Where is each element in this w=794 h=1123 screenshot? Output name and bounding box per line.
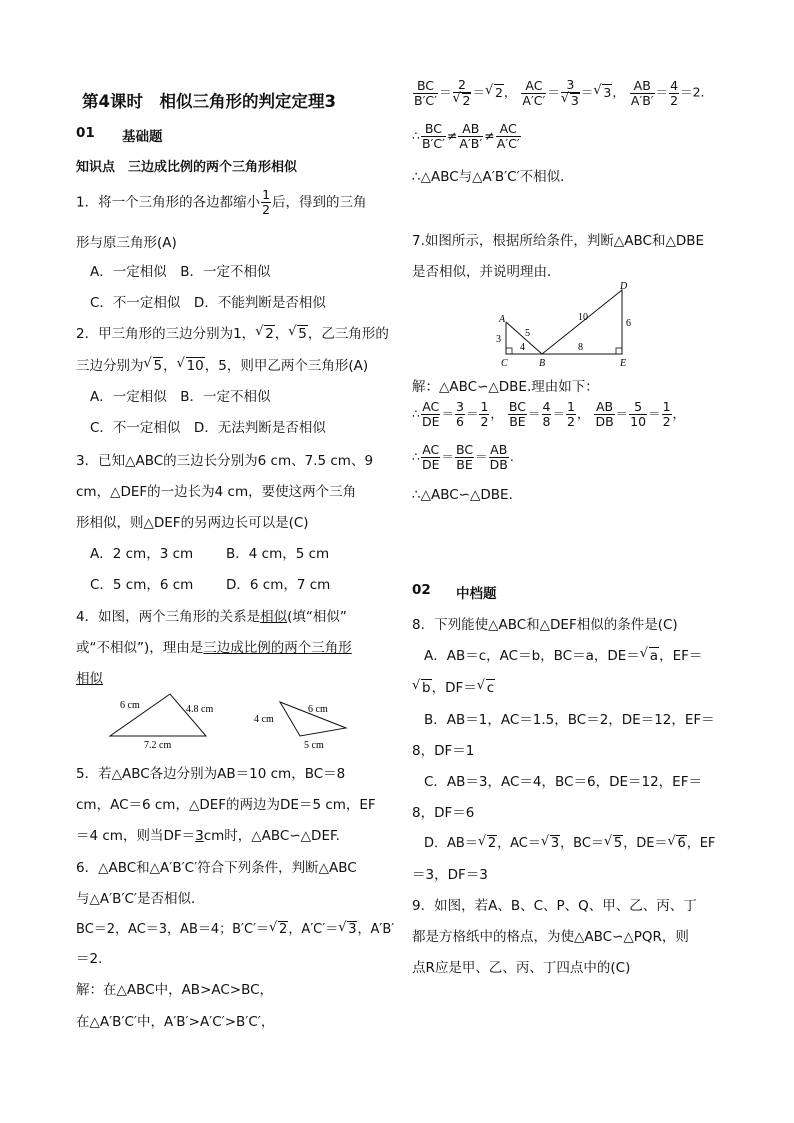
- q7-conclusion: ∴△ABC∽△DBE.: [412, 487, 513, 503]
- q5-answer: 3: [195, 828, 204, 844]
- q4-t2-side-a: 6 cm: [308, 704, 328, 715]
- q6-line4: ＝2.: [76, 951, 103, 967]
- q2-options-ab: A．一定相似 B．一定不相似: [90, 389, 271, 405]
- q7-label-d: D: [620, 281, 628, 292]
- q9-line3: 点R应是甲、乙、丙、丁四点中的(C): [412, 960, 631, 976]
- q3-line1: 3．已知△ABC的三边长分别为6 cm、7.5 cm、9: [76, 453, 374, 469]
- q4-answer-2: 三边成比例的两个三角形: [203, 640, 352, 656]
- q8-option-a-line1: A．AB＝c，AC＝b，BC＝a，DE＝√ a，EF＝: [424, 644, 702, 664]
- q7-equal-ratios: ∴ $\frac{AC}{DE}$ ＝ $\frac{BC}{BE}$ ＝ $\frac{AB}{DB}$ .: [412, 442, 514, 472]
- q8-option-d-line1: D．AB＝√ 2，AC＝√ 3，BC＝√ 5，DE＝√ 6，EF: [424, 832, 715, 851]
- q5-line3: ＝4 cm，则当DF＝3cm时，△ABC∽△DEF.: [76, 828, 340, 844]
- q7-line1: 7.如图所示，根据所给条件，判断△ABC和△DBE: [412, 233, 705, 249]
- q1-fraction: $\frac{1}{2}$: [262, 187, 271, 217]
- q7-solution-intro: 解：△ABC∽△DBE.理由如下：: [412, 379, 599, 395]
- q7-len-5: 5: [525, 328, 530, 339]
- q4-t1-side-c: 7.2 cm: [144, 740, 172, 750]
- q6-line2: 与△A′B′C′是否相似．: [76, 891, 205, 907]
- q6-not-equal-line: ∴ $\frac{BC}{B'C'}$ ≠ $\frac{AB}{A'B'}$ ≠ $\frac{AC}{A'C'}$: [412, 121, 520, 151]
- q6-solution-1: 解：在△ABC中，AB>AC>BC，: [76, 982, 274, 998]
- q2-line1: 2．甲三角形的三边分别为1，√ 2，√ 5，乙三角形的: [76, 322, 389, 342]
- q3-line3: 形相似，则△DEF的另两边长可以是(C): [76, 515, 309, 531]
- q8-option-b-line2: 8，DF＝1: [412, 743, 475, 759]
- page-title: 第4课时 相似三角形的判定定理3: [82, 92, 336, 111]
- q7-ratios-line: ∴ $\frac{AC}{DE}$ ＝ $\frac{3}{6}$ ＝ $\frac{1}{2}$ ， $\frac{BC}{BE}$ ＝ $\frac{4}{8}$ ＝ $\frac{1}{2}$ ， $\frac{AB}{DB}$ ＝ $\frac{5}{10}$ ＝ $\frac{1}{2}$ ，: [412, 399, 686, 429]
- q6-conclusion: ∴△ABC与△A′B′C′不相似．: [412, 169, 574, 185]
- q7-len-10: 10: [578, 312, 588, 323]
- q5-line2: cm，AC＝6 cm，△DEF的两边为DE＝5 cm，EF: [76, 797, 376, 813]
- q6-line3: BC＝2，AC＝3，AB＝4；B′C′＝√ 2，A′C′＝√ 3，A′B′: [76, 918, 394, 937]
- q8-option-d-line2: ＝3，DF＝3: [412, 867, 488, 883]
- q8-line1: 8．下列能使△ABC和△DEF相似的条件是(C): [412, 617, 678, 633]
- q7-figure: [492, 280, 642, 374]
- q4-triangles-figure: [104, 690, 394, 750]
- section-01-number: 01: [76, 125, 95, 141]
- knowledge-point: 知识点 三边成比例的两个三角形相似: [76, 160, 298, 175]
- q4-answer-1: 相似: [260, 609, 288, 625]
- q8-option-b-line1: B．AB＝1，AC＝1.5，BC＝2，DE＝12，EF＝: [424, 712, 715, 728]
- q6-line1: 6．△ABC和△A′B′C′符合下列条件，判断△ABC: [76, 860, 357, 876]
- q4-t1-side-b: 4.8 cm: [186, 704, 214, 715]
- q7-label-b: B: [539, 358, 546, 369]
- q1-line2: 形与原三角形(A): [76, 235, 177, 251]
- q8-option-c-line1: C．AB＝3，AC＝4，BC＝6，DE＝12，EF＝: [424, 774, 702, 790]
- q7-line2: 是否相似，并说明理由．: [412, 264, 561, 280]
- q7-label-c: C: [501, 358, 508, 369]
- q8-option-c-line2: 8，DF＝6: [412, 805, 475, 821]
- q9-line1: 9．如图，若A、B、C、P、Q、甲、乙、丙、丁: [412, 898, 697, 914]
- q7-len-4: 4: [520, 342, 525, 353]
- q4-line1: 4．如图，两个三角形的关系是相似(填“相似”: [76, 609, 347, 625]
- q4-line3: 相似: [76, 671, 103, 687]
- q2-line2: 三边分别为√ 5，√ 10，5，则甲乙两个三角形(A): [76, 354, 368, 374]
- q4-t2-side-b: 4 cm: [254, 714, 274, 725]
- q6-solution-2: 在△A′B′C′中，A′B′>A′C′>B′C′，: [76, 1014, 275, 1030]
- q3-line2: cm，△DEF的一边长为4 cm，要使这两个三角: [76, 484, 357, 500]
- q1-line1: 1．将一个三角形的各边都缩小 $\frac{1}{2}$ 后，得到的三角: [76, 187, 367, 217]
- q3-option-a: A．2 cm，3 cm: [90, 546, 194, 562]
- q7-label-e: E: [620, 358, 627, 369]
- q7-label-a: A: [499, 314, 506, 325]
- q4-line2: 或“不相似”)，理由是三边成比例的两个三角形: [76, 640, 352, 656]
- q7-len-6: 6: [626, 318, 631, 329]
- q8-option-a-line2: √ b，DF＝√ c: [412, 676, 495, 696]
- q2-options-cd: C．不一定相似 D．无法判断是否相似: [90, 420, 326, 436]
- q6-ratios-line: $\frac{BC}{B'C'}$ ＝ 2 √ 2 ＝√ 2， $\frac{AC}{A'C'}$ ＝ 3 √ 3 ＝√ 3， $\frac{AB}{A'B'}$ ＝ $\frac{4}{2}$ ＝2.: [412, 78, 705, 108]
- q4-t1-side-a: 6 cm: [120, 700, 140, 711]
- q1-options-ab: A．一定相似 B．一定不相似: [90, 264, 271, 280]
- q1-options-cd: C．不一定相似 D．不能判断是否相似: [90, 295, 326, 311]
- q3-option-d: D．6 cm，7 cm: [226, 577, 331, 593]
- q5-line1: 5．若△ABC各边分别为AB＝10 cm，BC＝8: [76, 766, 346, 782]
- q9-line2: 都是方格纸中的格点，为使△ABC∽△PQR，则: [412, 929, 689, 945]
- q7-len-8: 8: [578, 342, 583, 353]
- section-01-label: 基础题: [122, 129, 163, 145]
- q7-len-3: 3: [496, 334, 501, 345]
- section-02-number: 02: [412, 582, 431, 598]
- q3-option-b: B．4 cm，5 cm: [226, 546, 330, 562]
- q4-t2-side-c: 5 cm: [304, 740, 324, 750]
- section-02-label: 中档题: [456, 586, 497, 602]
- q3-option-c: C．5 cm，6 cm: [90, 577, 194, 593]
